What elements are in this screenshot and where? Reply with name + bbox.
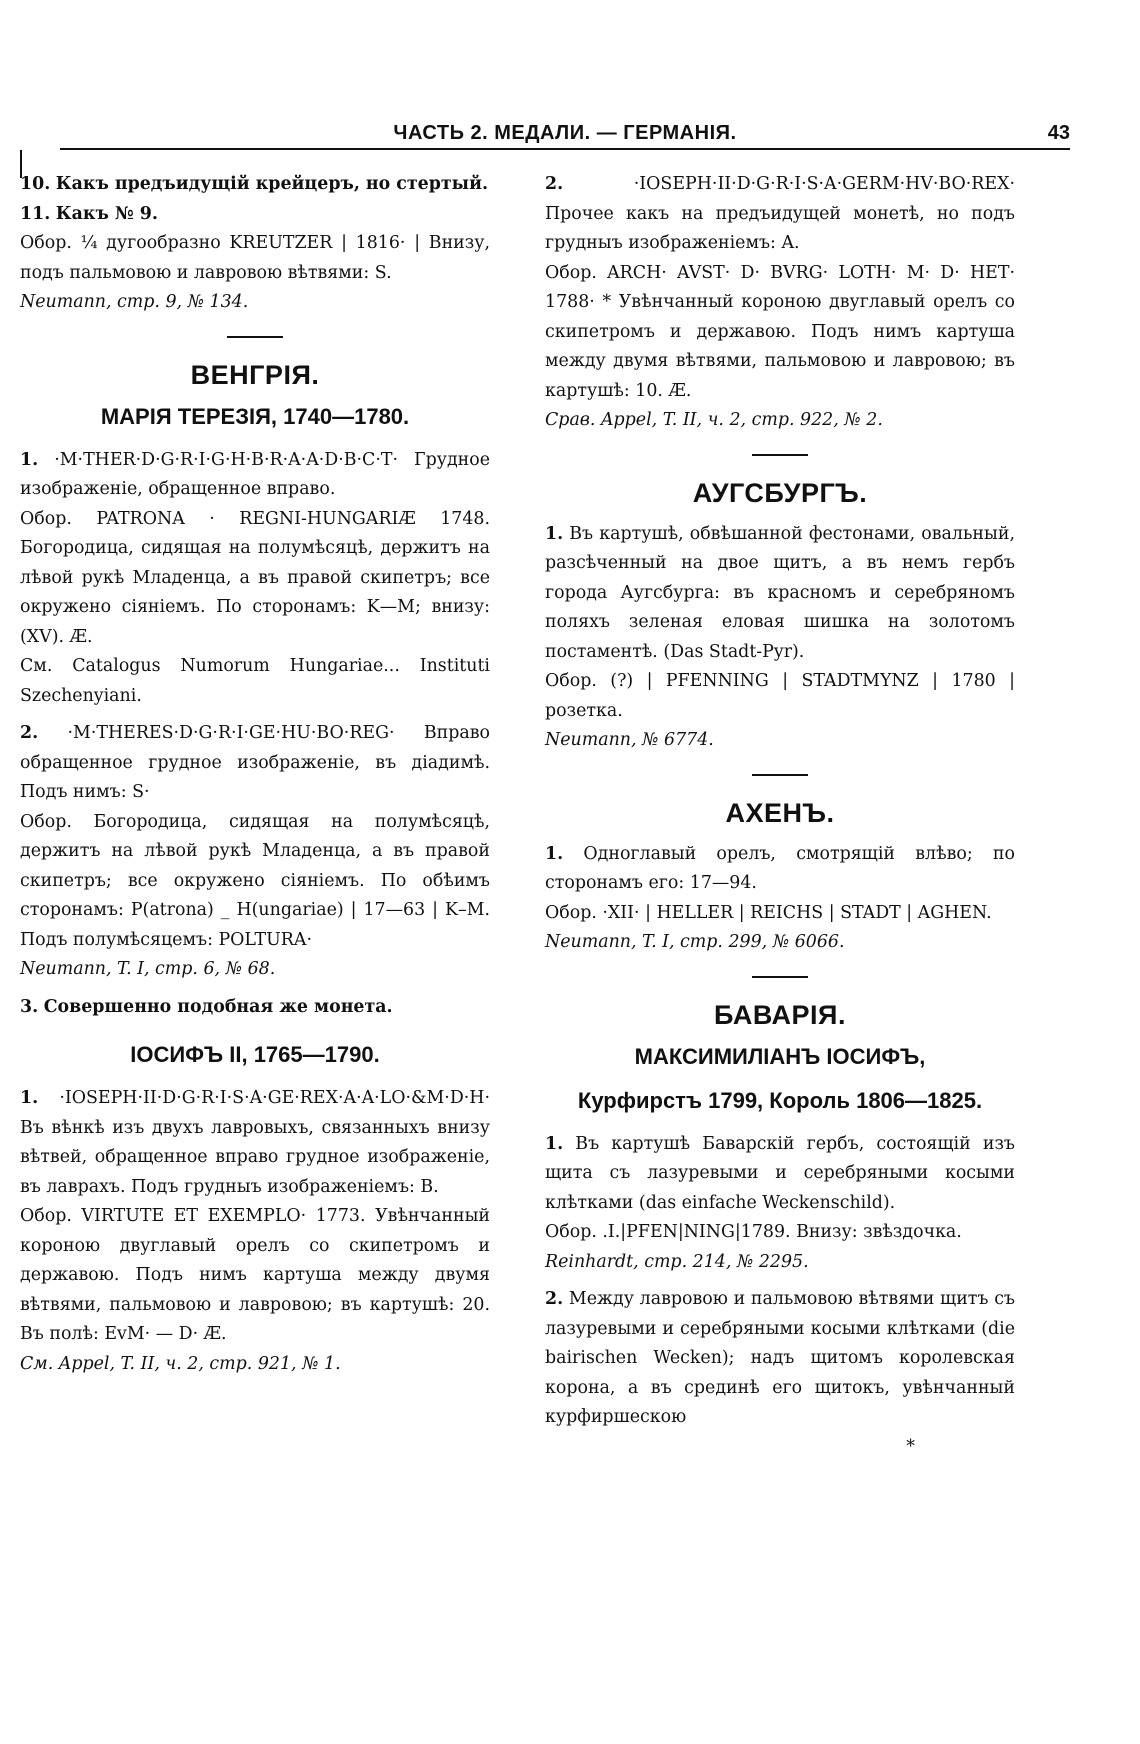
aachen-entry-1-obverse: Обор. ·XII· | HELLER | REICHS | STADT | AGHEN. [545,902,992,923]
hungary-entry-1-reference: См. Catalogus Numorum Hungariae... Instituti Szechenyiani. [20,656,490,706]
heading-hungary: ВЕНГРІЯ. [190,359,320,390]
page-number: 43 [1047,122,1070,144]
bavaria-entry-1-reference: Reinhardt, стр. 214, № 2295. [545,1251,809,1272]
joseph-entry-2-reference: Срав. Appel, T. II, ч. 2, стр. 922, № 2. [545,410,883,430]
bavaria-entry-1: 1. Въ картушѣ Баварскій гербъ, состоящій изъ щита съ лазуревыми и серебряными косыми клѣтками (das einfache Weckenschild). [545,1133,1015,1213]
entry-11-obverse: Обор. ¼ дугообразно KREUTZER | 1816· | Внизу, подъ пальмовою и лавровою вѣтвями: S. [20,233,490,283]
hungary-entry-2-obverse: Обор. Богородица, сидящая на полумѣсяцѣ, держитъ на лѣвой рукѣ Младенца, а въ правой скипетръ; все окружено сіяніемъ. По обѣимъ сторонамъ: P(atrona) _ H(ungariae) | 17—63 | K–M. Подъ полумѣсяцемъ: POLTURA· [20,811,490,950]
subheading-elector-king: Курфирстъ 1799, Король 1806—1825. [577,1087,983,1113]
left-column [20,170,490,1379]
section-divider [752,454,808,456]
heading-bavaria: БАВАРІЯ. [714,999,846,1030]
subheading-maria-theresa: МАРІЯ ТЕРЕЗІЯ, 1740—1780. [100,403,410,429]
heading-aachen: АХЕНЪ. [725,797,835,828]
joseph-entry-1-obverse: Обор. VIRTUTE ET EXEMPLO· 1773. Увѣнчанный короною двуглавый орелъ со скипетромъ и державою. Подъ нимъ картуша между двумя вѣтвями, пальмовою и лавровою; въ картушѣ: 20. Въ полѣ: EvM· — D· Æ. [20,1206,490,1344]
running-header [60,118,1070,150]
subheading-maximilian-joseph: МАКСИМИЛІАНЪ ІОСИФЪ, [634,1043,926,1069]
hungary-entry-1-obverse: Обор. PATRONA · REGNI-HUNGARIÆ 1748. Богородица, сидящая на полумѣсяцѣ, держитъ на лѣвой рукѣ Младенца, а въ правой скипетръ; все окружено сіяніемъ. По сторонамъ: K—M; внизу: (XV). Æ. [20,508,490,647]
augsburg-entry-1: 1. Въ картушѣ, обвѣшанной фестонами, овальный, разсѣченный на двое щитъ, а въ немъ гербъ города Аугсбурга: въ красномъ и серебряномъ поляхъ зеленая еловая шишка на золотомъ постаментѣ. (Das Stadt-Pyr). [545,523,1015,662]
heading-joseph-ii: ІОСИФЪ II, 1765—1790. [130,1042,380,1067]
section-divider [752,976,808,978]
augsburg-entry-1-obverse: Обор. (?) | PFENNING | STADTMYNZ | 1780 | розетка. [545,671,1015,721]
heading-augsburg: АУГСБУРГЪ. [692,477,868,508]
aachen-entry-1: 1. Одноглавый орелъ, смотрящій влѣво; по сторонамъ его: 17—94. [545,843,1015,893]
right-column [545,170,1015,1462]
augsburg-entry-1-reference: Neumann, № 6774. [545,730,714,750]
aachen-entry-1-reference: Neumann, T. I, стр. 299, № 6066. [545,932,845,952]
hungary-entry-2: 2. ·M·THERES·D·G·R·I·GE·HU·BO·REG· Вправо обращенное грудное изображеніе, въ діадимѣ. Подъ нимъ: S· [20,723,490,802]
joseph-entry-1-reference: См. Appel, T. II, ч. 2, стр. 921, № 1. [20,1353,341,1374]
entry-10: 10. Какъ предъидущій крейцеръ, но стертый. [20,174,489,194]
bavaria-entry-1-obverse: Обор. .I.|PFEN|NING|1789. Внизу: звѣздочка. [545,1222,962,1242]
joseph-entry-2: 2. ·IOSEPH·II·D·G·R·I·S·A·GERM·HV·BO·REX· Прочее какъ на предъидущей монетѣ, но подъ грудныъ изображеніемъ: A. [545,174,1015,253]
entry-11-reference: Neumann, стр. 9, № 134. [20,292,249,312]
entry-11: 11. Какъ № 9. [20,203,158,224]
footnote-mark: * [906,1436,915,1457]
header-title: ЧАСТЬ 2. МЕДАЛИ. — ГЕРМАНІЯ. [393,122,737,144]
section-divider [752,774,808,776]
joseph-entry-1: 1. ·IOSEPH·II·D·G·R·I·S·A·GE·REX·A·A·LO·&M·D·H· Въ вѣнкѣ изъ двухъ лавровыхъ, связанныхъ внизу вѣтвей, обращенное вправо грудное изображеніе, въ лаврахъ. Подъ грудныъ изображеніемъ: B. [20,1088,490,1197]
hungary-entry-2-reference: Neumann, T. I, стр. 6, № 68. [20,959,276,979]
hungary-entry-1: 1. ·M·THER·D·G·R·I·G·H·B·R·A·A·D·B·C·T· Грудное изображеніе, обращенное вправо. [20,449,490,499]
bavaria-entry-2: 2. Между лавровою и пальмовою вѣтвями щитъ съ лазуревыми и серебряными косыми клѣтками (die bairischen Wecken); надъ щитомъ королевская корона, а въ срединѣ его щитокъ, увѣнчанный курфиршескою [545,1289,1016,1427]
hungary-entry-3: 3. Совершенно подобная же монета. [20,996,393,1017]
joseph-entry-2-obverse: Обор. ARCH· AVST· D· BVRG· LOTH· M· D· HET· 1788· * Увѣнчанный короною двуглавый орелъ со скипетромъ и державою. Подъ нимъ картуша между двумя вѣтвями, пальмовою и лавровою; въ картушѣ: 10. Æ. [545,262,1015,401]
section-divider [227,336,283,338]
